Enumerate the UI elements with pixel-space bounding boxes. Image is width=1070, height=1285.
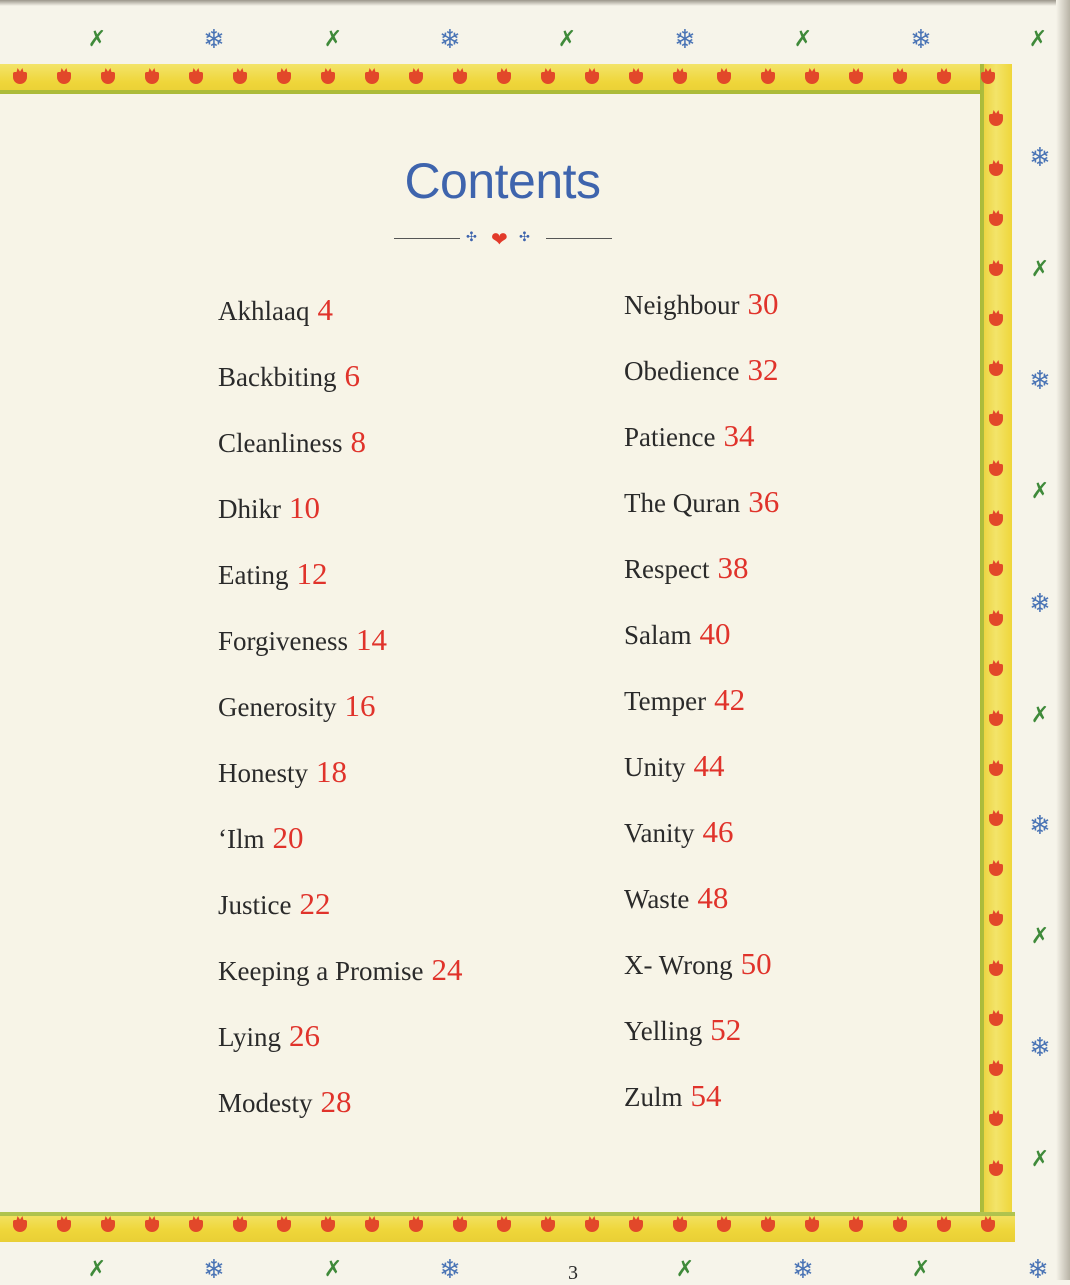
toc-entry-label: Obedience bbox=[624, 356, 740, 386]
toc-entry[interactable] bbox=[218, 1018, 320, 1054]
snowflake-icon: ❄ bbox=[674, 25, 696, 55]
toc-entry-page: 36 bbox=[748, 484, 780, 519]
toc-entry[interactable] bbox=[624, 1012, 741, 1048]
toc-entry[interactable] bbox=[218, 358, 360, 394]
diamond-dot-icon: ✣ bbox=[466, 230, 477, 245]
toc-entry-label: Akhlaaq bbox=[218, 296, 310, 326]
toc-entry-label: Waste bbox=[624, 884, 690, 914]
snowflake-icon: ❄ bbox=[203, 25, 225, 55]
toc-entry-page: 10 bbox=[289, 490, 320, 525]
toc-entry[interactable] bbox=[624, 1078, 722, 1114]
toc-entry[interactable] bbox=[624, 418, 754, 454]
toc-entry[interactable] bbox=[218, 1084, 352, 1120]
toc-entry-label: X- Wrong bbox=[624, 950, 733, 980]
toc-entry-label: Patience bbox=[624, 422, 716, 452]
toc-entry-page: 42 bbox=[714, 682, 746, 717]
toc-entry-label: Unity bbox=[624, 752, 686, 782]
toc-entry-page: 12 bbox=[296, 556, 328, 591]
leaf-sprig-icon: ✗ bbox=[557, 27, 577, 52]
toc-entry-page: 38 bbox=[717, 550, 749, 585]
leaf-sprig-icon: ✗ bbox=[1030, 703, 1050, 728]
toc-entry-label: Temper bbox=[624, 686, 707, 716]
toc-entry-page: 26 bbox=[289, 1018, 321, 1053]
toc-entry[interactable] bbox=[218, 754, 347, 790]
snowflake-icon: ❄ bbox=[1029, 1033, 1051, 1063]
toc-entry-page: 52 bbox=[710, 1012, 742, 1047]
toc-entry-label: Backbiting bbox=[218, 362, 337, 392]
toc-entry-label: Honesty bbox=[218, 758, 308, 788]
leaf-sprig-icon: ✗ bbox=[1028, 27, 1048, 52]
snowflake-icon: ❄ bbox=[1029, 366, 1051, 396]
toc-entry-page: 34 bbox=[723, 418, 755, 453]
snowflake-icon: ❄ bbox=[439, 25, 461, 55]
toc-entry-label: Generosity bbox=[218, 692, 337, 722]
toc-entry-page: 24 bbox=[431, 952, 463, 987]
toc-entry[interactable] bbox=[218, 688, 375, 724]
toc-entry[interactable] bbox=[624, 880, 728, 916]
snowflake-icon: ❄ bbox=[910, 25, 932, 55]
toc-entry-label: ‘Ilm bbox=[218, 824, 265, 854]
divider-rule-left bbox=[394, 238, 460, 239]
toc-entry-page: 44 bbox=[693, 748, 725, 783]
leaf-sprig-icon: ✗ bbox=[323, 27, 343, 52]
leaf-sprig-icon: ✗ bbox=[793, 27, 813, 52]
snowflake-icon: ❄ bbox=[203, 1255, 225, 1285]
toc-entry[interactable] bbox=[218, 490, 320, 526]
toc-entry-page: 6 bbox=[344, 358, 360, 393]
snowflake-icon: ❄ bbox=[1029, 143, 1051, 173]
toc-entry[interactable] bbox=[218, 820, 304, 856]
toc-entry-label: Vanity bbox=[624, 818, 695, 848]
toc-entry-label: Yelling bbox=[624, 1016, 703, 1046]
toc-entry-label: The Quran bbox=[624, 488, 741, 518]
page-number: 3 bbox=[568, 1262, 578, 1284]
toc-entry-label: Eating bbox=[218, 560, 289, 590]
toc-entry-label: Zulm bbox=[624, 1082, 683, 1112]
leaf-sprig-icon: ✗ bbox=[323, 1257, 343, 1282]
heart-icon: ❤ bbox=[491, 227, 508, 251]
leaf-sprig-icon: ✗ bbox=[911, 1257, 931, 1282]
toc-entry-label: Keeping a Promise bbox=[218, 956, 424, 986]
toc-entry-label: Salam bbox=[624, 620, 692, 650]
toc-entry-page: 22 bbox=[299, 886, 331, 921]
toc-entry[interactable] bbox=[624, 814, 734, 850]
toc-entry-page: 4 bbox=[317, 292, 333, 327]
snowflake-icon: ❄ bbox=[439, 1255, 461, 1285]
title-divider bbox=[394, 227, 612, 251]
toc-entry-page: 18 bbox=[316, 754, 347, 789]
toc-entry-page: 28 bbox=[320, 1084, 352, 1119]
leaf-sprig-icon: ✗ bbox=[87, 27, 107, 52]
snowflake-icon: ❄ bbox=[1029, 811, 1051, 841]
snowflake-icon: ❄ bbox=[1029, 589, 1051, 619]
toc-entry[interactable] bbox=[624, 748, 725, 784]
toc-entry[interactable] bbox=[624, 550, 748, 586]
toc-entry[interactable] bbox=[218, 424, 366, 460]
leaf-sprig-icon: ✗ bbox=[1030, 1147, 1050, 1172]
toc-entry-label: Lying bbox=[218, 1022, 282, 1052]
toc-entry-label: Cleanliness bbox=[218, 428, 343, 458]
toc-entry-page: 54 bbox=[690, 1078, 722, 1113]
toc-entry-label: Dhikr bbox=[218, 494, 281, 524]
leaf-sprig-icon: ✗ bbox=[1030, 479, 1050, 504]
diamond-dot-icon: ✣ bbox=[519, 230, 530, 245]
toc-entry-label: Respect bbox=[624, 554, 710, 584]
toc-entry-page: 14 bbox=[356, 622, 388, 657]
toc-entry[interactable] bbox=[624, 946, 772, 982]
toc-entry-page: 40 bbox=[699, 616, 731, 651]
toc-entry[interactable] bbox=[218, 622, 387, 658]
toc-entry[interactable] bbox=[624, 286, 778, 322]
page-edge-right bbox=[1056, 0, 1070, 1280]
toc-entry[interactable] bbox=[218, 886, 331, 922]
toc-entry-page: 50 bbox=[740, 946, 772, 981]
toc-entry-label: Neighbour bbox=[624, 290, 740, 320]
page-title: Contents bbox=[404, 153, 601, 209]
toc-entry[interactable] bbox=[218, 556, 327, 592]
divider-rule-right bbox=[546, 238, 612, 239]
toc-entry[interactable] bbox=[624, 682, 745, 718]
snowflake-icon: ❄ bbox=[792, 1255, 814, 1285]
toc-entry-page: 30 bbox=[747, 286, 779, 321]
toc-entry[interactable] bbox=[624, 616, 731, 652]
toc-entry-page: 32 bbox=[747, 352, 779, 387]
leaf-sprig-icon: ✗ bbox=[1030, 924, 1050, 949]
toc-entry-page: 20 bbox=[272, 820, 304, 855]
snowflake-icon: ❄ bbox=[1027, 1255, 1049, 1285]
leaf-sprig-icon: ✗ bbox=[675, 1257, 695, 1282]
contents-panel bbox=[0, 94, 980, 1212]
toc-entry[interactable] bbox=[218, 952, 462, 988]
toc-entry-label: Forgiveness bbox=[218, 626, 349, 656]
toc-entry-page: 46 bbox=[702, 814, 734, 849]
leaf-sprig-icon: ✗ bbox=[1030, 257, 1050, 282]
toc-entry-page: 8 bbox=[350, 424, 366, 459]
toc-entry[interactable] bbox=[624, 484, 779, 520]
toc-entry[interactable] bbox=[624, 352, 778, 388]
toc-entry-page: 16 bbox=[344, 688, 376, 723]
leaf-sprig-icon: ✗ bbox=[87, 1257, 107, 1282]
toc-entry-page: 48 bbox=[697, 880, 729, 915]
toc-entry[interactable] bbox=[218, 292, 333, 328]
toc-entry-label: Modesty bbox=[218, 1088, 313, 1118]
toc-entry-label: Justice bbox=[218, 890, 292, 920]
page-edge bbox=[0, 0, 1070, 6]
